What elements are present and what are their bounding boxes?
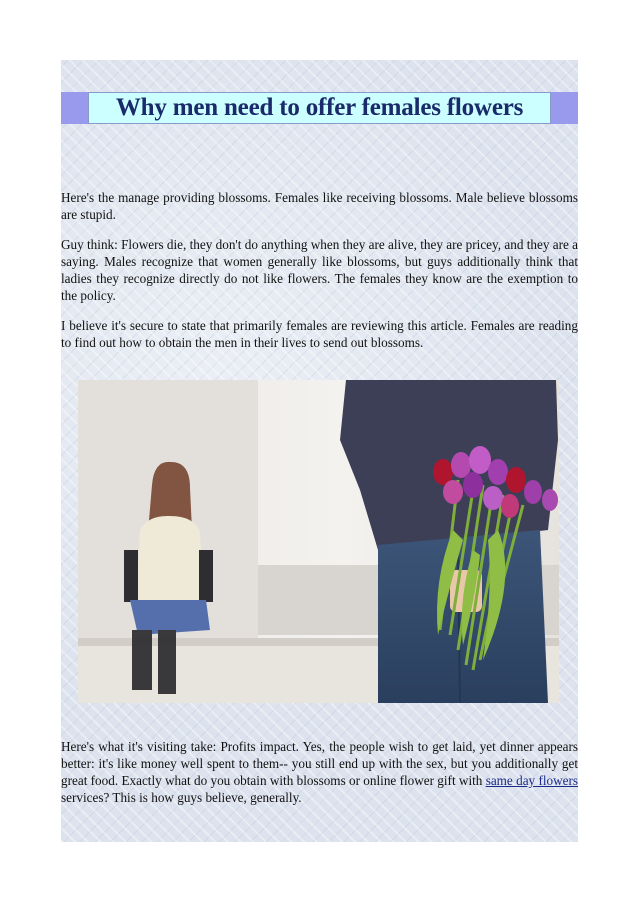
title-bar	[61, 92, 578, 124]
title-accent-right	[551, 92, 578, 124]
title-accent-left	[61, 92, 88, 124]
same-day-flowers-link[interactable]: same day flowers	[485, 773, 578, 788]
document-page	[61, 60, 578, 842]
title-box	[88, 92, 551, 124]
paragraph-4	[61, 738, 578, 806]
paragraph-4-text-end: services? This is how guys believe, generally.	[61, 790, 302, 805]
flowers-photo	[78, 380, 559, 703]
paragraph-1: Here's the manage providing blossoms. Females like receiving blossoms. Male believe blossoms are stupid.	[61, 190, 578, 222]
page-title: Why men need to offer females flowers	[115, 94, 524, 121]
paragraph-2: Guy think: Flowers die, they don't do anything when they are alive, they are pricey, and they are a saying. Males recognize that women generally like blossoms, but guys additionally think that ladies they recognize directly do not like flowers. The females they know are the exemption to the policy.	[61, 237, 578, 303]
paragraph-4-text-start: Here's what it's visiting take: Profits impact. Yes, the people wish to get laid, yet dinner appears better: it's like money well spent to them-- you still end up with the sex, but you additionally get great food. Exactly what do you obtain with blossoms or online flower gift with	[61, 739, 578, 788]
paragraph-3: I believe it's secure to state that primarily females are reviewing this article. Females are reading to find out how to obtain the men in their lives to send out blossoms.	[61, 318, 578, 350]
